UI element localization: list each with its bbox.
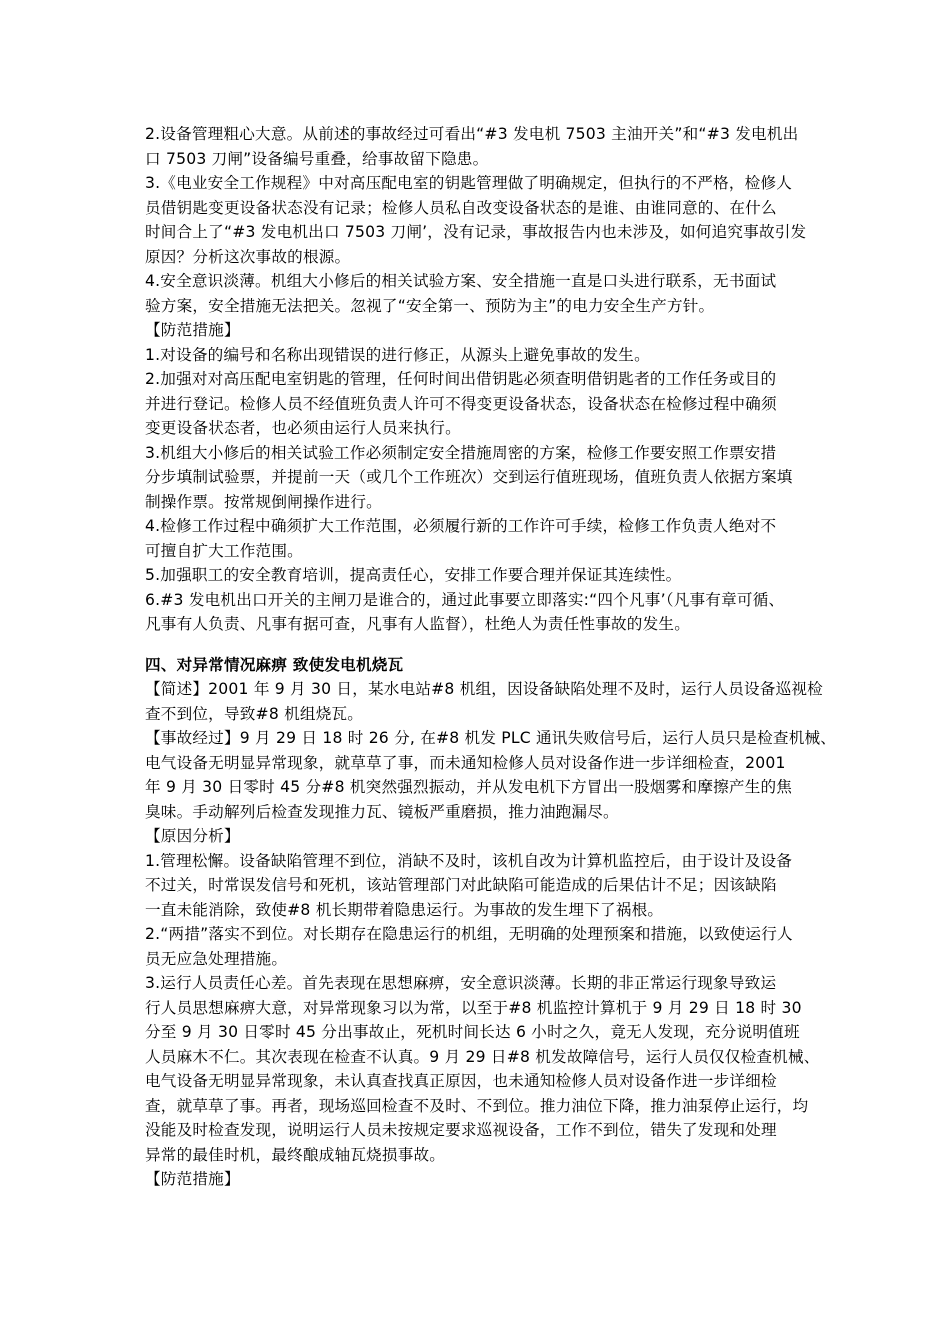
paragraph [145,122,817,171]
text-line: 查，就草草了事。再者，现场巡回检查不及时、不到位。推力油位下降，推力油泵停止运行，均 [145,1096,809,1115]
text-line: 臭味。手动解列后检查发现推力瓦、镜板严重磨损，推力油跑漏尽。 [145,802,619,821]
text-line: 行人员思想麻痹大意，对异常现象习以为常，以至于#8 机监控计算机于 9 月 29 日 18 时 30 [145,998,802,1017]
text-line: 1.管理松懈。设备缺陷管理不到位，消缺不及时，该机自改为计算机监控后，由于设计及设备 [145,851,793,870]
text-line: 4.安全意识淡薄。机组大小修后的相关试验方案、安全措施一直是口头进行联系，无书面试 [145,272,777,290]
text-line: 一直未能消除，致使#8 机长期带着隐患运行。为事故的发生埋下了祸根。 [145,900,664,919]
text-line: 口 7503 刀闸”设备编号重叠，给事故留下隐患。 [145,149,489,168]
text-line: 2.设备管理粗心大意。从前述的事故经过可看出“#3 发电机 7503 主油开关”和“#3 发电机出 [145,125,799,143]
text-line: 时间合上了“#3 发电机出口 7503 刀闸’，没有记录，事故报告内也未涉及，如何追究事故引发 [145,223,807,241]
text-line: 2.“两措”落实不到位。对长期存在隐患运行的机组，无明确的处理预案和措施，以致使运行人 [145,925,793,943]
text-line: 4.检修工作过程中确须扩大工作范围，必须履行新的工作许可手续，检修工作负责人绝对不 [145,517,777,535]
text-line: 员无应急处理措施。 [145,949,288,968]
text-line: 【防范措施】 [145,321,240,339]
text-line: 分步填制试验票，并提前一天（或几个工作班次）交到运行值班现场，值班负责人依据方案填 [145,468,793,486]
paragraph [145,726,837,824]
text-line: 可擅自扩大工作范围。 [145,541,303,560]
text-line: 6.#3 发电机出口开关的主闸刀是谁合的，通过此事要立即落实:“四个凡事’（凡事有章可循、 [145,590,785,609]
section-part2 [145,677,837,1192]
text-line: 变更设备状态者，也必须由运行人员来执行。 [145,419,461,437]
text-line: 查不到位，导致#8 机组烧瓦。 [145,704,364,723]
text-line: 制操作票。按常规倒闸操作进行。 [145,492,382,511]
text-line: 【原因分析】 [145,827,240,845]
paragraph [145,269,817,318]
paragraph [145,171,817,269]
document-page [145,122,837,1192]
paragraph [145,1167,817,1192]
text-line: 分至 9 月 30 日零时 45 分出事故止，死机时间长达 6 小时之久，竟无人发现，充分说明值班 [145,1023,800,1041]
paragraph [145,343,817,368]
text-line: 不过关，时常误发信号和死机，该站管理部门对此缺陷可能造成的后果估计不足；因该缺陷 [145,876,777,894]
text-line: 验方案，安全措施无法把关。忽视了“安全第一、预防为主”的电力安全生产方针。 [145,296,715,315]
text-line: 2.加强对对高压配电室钥匙的管理，任何时间出借钥匙必须查明借钥匙者的工作任务或目的 [145,370,777,388]
section-part1 [145,122,817,637]
paragraph [145,588,817,637]
text-line: 员借钥匙变更设备状态没有记录；检修人员私自改变设备状态的是谁、由谁同意的、在什么 [145,198,777,217]
text-line: 1.对设备的编号和名称出现错误的进行修正，从源头上避免事故的发生。 [145,345,650,364]
text-line: 没能及时检查发现，说明运行人员未按规定要求巡视设备，工作不到位，错失了发现和处理 [145,1121,777,1139]
paragraph [145,922,817,971]
text-line: 电气设备无明显异常现象，未认真查找真正原因，也未通知检修人员对设备作进一步详细检 [145,1072,777,1090]
paragraph [145,318,817,343]
paragraph [145,514,817,563]
paragraph [145,849,817,923]
paragraph [145,677,823,726]
text-line: 3.《电业安全工作规程》中对高压配电室的钥匙管理做了明确规定，但执行的不严格，检修人 [145,174,793,192]
text-line: 并进行登记。检修人员不经值班负责人许可不得变更设备状态，设备状态在检修过程中确须 [145,394,777,413]
text-line: 年 9 月 30 日零时 45 分#8 机突然强烈振动，并从发电机下方冒出一股烟雾和摩擦产生的焦 [145,778,793,796]
paragraph [145,441,817,515]
paragraph [145,563,817,588]
paragraph [145,367,817,441]
text-line: 人员麻木不仁。其次表现在检查不认真。9 月 29 日#8 机发故障信号，运行人员仅仅检查机械、 [145,1047,820,1066]
text-line: 3.运行人员责任心差。首先表现在思想麻痹，安全意识淡薄。长期的非正常运行现象导致运 [145,974,777,992]
text-line: 【简述】2001 年 9 月 30 日，某水电站#8 机组，因设备缺陷处理不及时，运行人员设备巡视检 [145,680,823,698]
section-heading: 四、对异常情况麻痹 致使发电机烧瓦 [145,655,404,674]
text-line: 【事故经过】9 月 29 日 18 时 26 分, 在#8 机发 PLC 通讯失败信号后，运行人员只是检查机械、 [145,729,837,747]
text-line: 原因？分析这次事故的根源。 [145,247,351,266]
paragraph [145,824,817,849]
text-line: 3.机组大小修后的相关试验工作必须制定安全措施周密的方案，检修工作要安照工作票安措 [145,443,777,462]
text-line: 异常的最佳时机，最终酿成轴瓦烧损事故。 [145,1145,446,1164]
paragraph [145,971,820,1167]
text-line: 电气设备无明显异常现象，就草草了事，而未通知检修人员对设备作进一步详细检查，2001 [145,753,786,772]
text-line: 【防范措施】 [145,1170,240,1188]
text-line: 凡事有人负责、凡事有据可查，凡事有人监督），杜绝人为责任性事故的发生。 [145,615,690,633]
text-line: 5.加强职工的安全教育培训，提高责任心，安排工作要合理并保证其连续性。 [145,566,682,584]
